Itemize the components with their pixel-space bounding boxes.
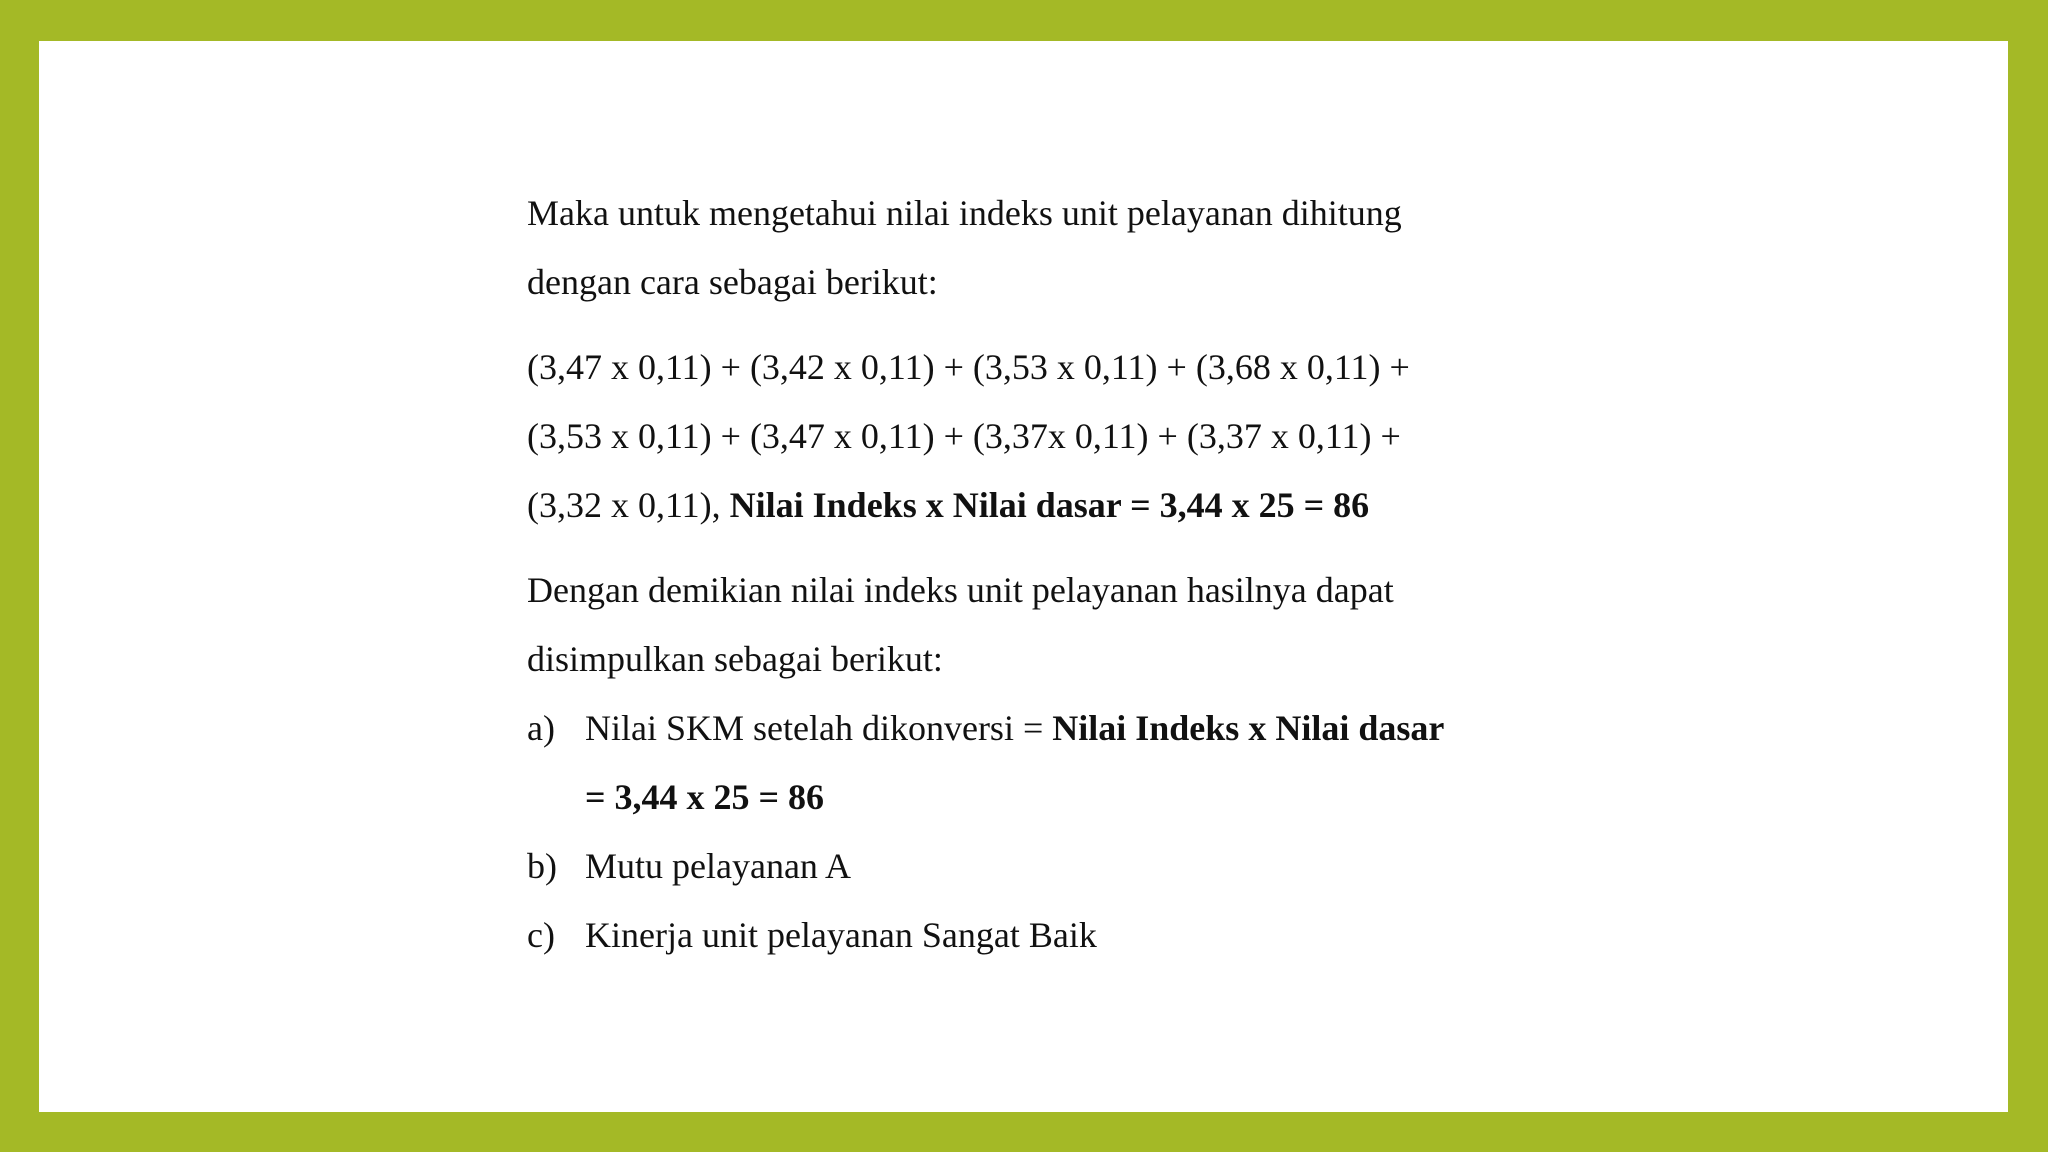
conclusion-line-2: disimpulkan sebagai berikut:	[527, 639, 943, 679]
list-item-b	[527, 832, 1627, 901]
list-item-c-text: Kinerja unit pelayanan Sangat Baik	[585, 915, 1097, 955]
formula-line-3-plain: (3,32 x 0,11),	[527, 485, 730, 525]
intro-line-2: dengan cara sebagai berikut:	[527, 262, 938, 302]
list-item-a-continuation	[527, 763, 1627, 832]
list-item-a-bold: Nilai Indeks x Nilai dasar	[1052, 708, 1445, 748]
slide-content	[527, 179, 1627, 970]
list-marker-c: c)	[527, 915, 555, 955]
list-marker-a: a)	[527, 708, 555, 748]
formula-line-2: (3,53 x 0,11) + (3,47 x 0,11) + (3,37x 0,11) + (3,37 x 0,11) +	[527, 416, 1401, 456]
list-item-b-text: Mutu pelayanan A	[585, 846, 851, 886]
intro-line-1: Maka untuk mengetahui nilai indeks unit pelayanan dihitung	[527, 193, 1402, 233]
list-item-a-result: = 3,44 x 25 = 86	[585, 777, 825, 817]
list-item-c	[527, 901, 1627, 970]
conclusion-line-1: Dengan demikian nilai indeks unit pelayanan hasilnya dapat	[527, 570, 1394, 610]
list-marker-b: b)	[527, 846, 557, 886]
formula-result: Nilai Indeks x Nilai dasar = 3,44 x 25 = 86	[729, 485, 1370, 525]
list-item-a	[527, 694, 1627, 763]
slide	[39, 41, 2008, 1112]
formula-line-1: (3,47 x 0,11) + (3,42 x 0,11) + (3,53 x 0,11) + (3,68 x 0,11) +	[527, 347, 1410, 387]
list-item-a-plain: Nilai SKM setelah dikonversi =	[585, 708, 1053, 748]
formula-line-3	[527, 471, 1627, 540]
